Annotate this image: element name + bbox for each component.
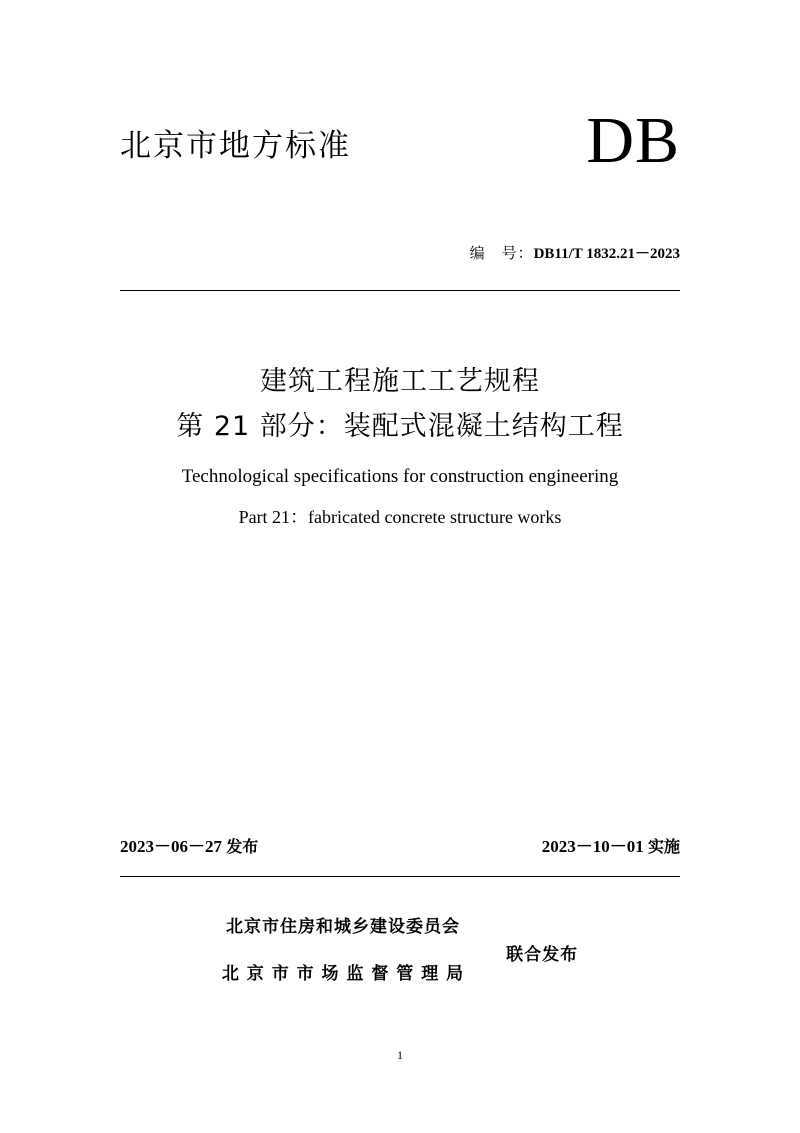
issue-date-label: 发布 — [226, 837, 259, 856]
joint-issue-label: 联合发布 — [506, 944, 579, 965]
issue-date-item — [120, 832, 258, 857]
divider-bottom — [120, 876, 680, 877]
dates-row — [120, 832, 680, 857]
effective-date-item — [542, 832, 680, 857]
effective-date-value: 2023－10－01 — [541, 837, 644, 856]
title-chinese-line1: 建筑工程施工工艺规程 — [260, 366, 540, 397]
standard-number-label: 编 号： — [469, 244, 534, 262]
title-english-line2: Part 21：fabricated concrete structure works — [238, 506, 562, 527]
header-row — [120, 104, 680, 177]
title-block — [100, 362, 700, 531]
issuer-block — [120, 912, 680, 984]
title-chinese-line2: 第 21 部分：装配式混凝土结构工程 — [176, 410, 624, 442]
issue-date-value: 2023－06－27 — [120, 837, 222, 856]
standard-number-line — [120, 242, 680, 263]
standard-number-value: DB11/T 1832.21－2023 — [533, 246, 680, 262]
effective-date-label: 实施 — [647, 837, 680, 856]
title-english-line1: Technological specifications for construction engineering — [181, 466, 619, 487]
issuer-names — [222, 912, 464, 984]
page-number: 1 — [397, 1048, 403, 1062]
standard-authority-text: 北京市地方标准 — [120, 127, 351, 164]
issuer-org-2: 北 京 市 市 场 监 督 管 理 局 — [221, 964, 465, 984]
db-logo: DB — [586, 104, 680, 177]
divider-top — [120, 290, 680, 291]
issuer-org-1: 北京市住房和城乡建设委员会 — [226, 917, 460, 937]
